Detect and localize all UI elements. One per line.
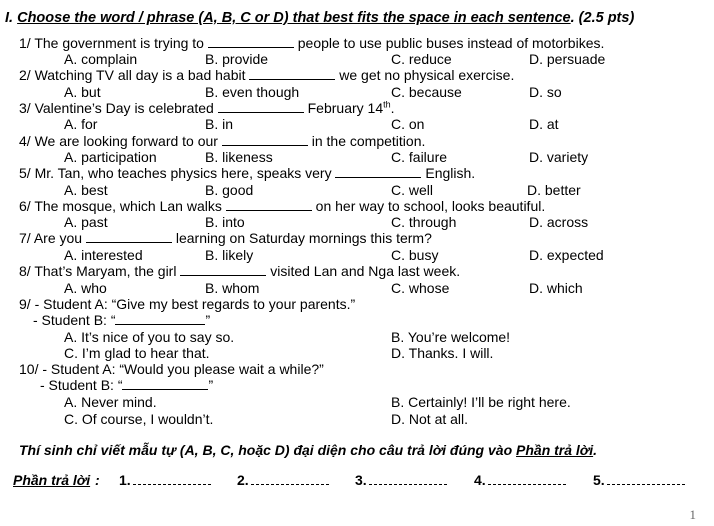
option-b: B. likely <box>205 247 254 263</box>
answer-instruction: Thí sinh chỉ viết mẫu tự (A, B, C, hoặc D) đại diện cho câu trả lời đúng vào Phần trả lời. <box>19 442 597 458</box>
question-2: 2/ Watching TV all day is a bad habit we get no physical exercise. <box>19 67 515 83</box>
question-9: 9/ - Student A: “Give my best regards to your parents.” <box>19 296 356 312</box>
option-c: C. I’m glad to hear that. <box>64 345 210 361</box>
option-c: C. Of course, I wouldn’t. <box>64 411 214 427</box>
heading-prefix: I. <box>5 10 18 26</box>
question-1: 1/ The government is trying to people to use public buses instead of motorbikes. <box>19 35 605 51</box>
option-b: B. into <box>205 214 245 230</box>
option-b: B. good <box>205 182 254 198</box>
option-a: A. participation <box>64 149 157 165</box>
answer-blank <box>226 198 312 211</box>
answer-slot-3[interactable]: 3. <box>355 472 447 488</box>
question-7: 7/ Are you learning on Saturday mornings this term? <box>19 230 432 246</box>
heading-suffix: . (2.5 pts) <box>570 10 635 26</box>
option-b: B. even though <box>205 84 300 100</box>
option-a: A. who <box>64 280 107 296</box>
answer-slot-1[interactable]: 1. <box>119 472 211 488</box>
option-d: D. Not at all. <box>391 411 469 427</box>
answer-label: Phần trả lời <box>13 472 91 488</box>
option-b: B. You’re welcome! <box>391 329 511 345</box>
answer-section-reference: Phần trả lời <box>516 442 594 458</box>
question-5: 5/ Mr. Tan, who teaches physics here, speaks very English. <box>19 165 476 181</box>
answer-slot-2[interactable]: 2. <box>237 472 329 488</box>
option-d: D. Thanks. I will. <box>391 345 494 361</box>
option-b: B. whom <box>205 280 260 296</box>
option-c: C. whose <box>391 280 450 296</box>
question-9-student-b: - Student B: “ ” <box>33 312 211 328</box>
answer-blank <box>218 100 304 113</box>
option-a: A. It’s nice of you to say so. <box>64 329 235 345</box>
question-3: 3/ Valentine’s Day is celebrated February 14th. <box>19 99 395 116</box>
question-4: 4/ We are looking forward to our in the competition. <box>19 133 426 149</box>
option-d: D. at <box>529 116 559 132</box>
answer-blank <box>335 165 421 178</box>
option-d: D. better <box>527 182 581 198</box>
option-c: C. busy <box>391 247 439 263</box>
option-d: D. which <box>529 280 583 296</box>
option-a: A. for <box>64 116 98 132</box>
question-10-student-b: - Student B: “ ” <box>40 377 214 393</box>
option-c: C. reduce <box>391 51 452 67</box>
answer-blank <box>222 133 308 146</box>
option-a: A. past <box>64 214 108 230</box>
option-b: B. in <box>205 116 234 132</box>
option-a: A. best <box>64 182 108 198</box>
answer-blank <box>115 312 205 325</box>
option-c: C. because <box>391 84 462 100</box>
question-6: 6/ The mosque, which Lan walks on her way to school, looks beautiful. <box>19 198 546 214</box>
option-c: C. on <box>391 116 425 132</box>
option-d: D. across <box>529 214 589 230</box>
option-a: A. interested <box>64 247 143 263</box>
page-number: 1 <box>689 507 696 522</box>
option-c: C. through <box>391 214 457 230</box>
question-10: 10/ - Student A: “Would you please wait a while?” <box>19 361 324 377</box>
answer-blank <box>249 67 335 80</box>
option-b: B. provide <box>205 51 269 67</box>
answer-slot-5[interactable]: 5. <box>593 472 685 488</box>
heading-main: Choose the word / phrase (A, B, C or D) that best fits the space in each sentence <box>17 10 571 26</box>
option-c: C. failure <box>391 149 448 165</box>
worksheet-page: I. Choose the word / phrase (A, B, C or D) that best fits the space in each sentence. (2.5 pts) 1/ The government is trying to people to use public buses instead of motorbikes. A. complain B. provide C. reduce D. persuade 2/ Watching TV all day is a bad habit we get no physical exercise. A. but B. even though C. because D. so 3/ Valentine’s Day is celebrated February 14th. A. for B. in C. on D. at 4/ We are looking forward to our in the competition. A. participation B. likeness C. failure D. variety 5/ Mr. Tan, who teaches physics here, speaks very English. A. best B. good C. well D. better 6/ The mosque, which Lan walks on her way to school, looks beautiful. A. past B. into C. through D. across 7/ Are you learning on Saturday mornings this term? A. interested B. likely C. busy D. expected 8/ That’s Maryam, the girl visited Lan and Nga last week. A. who B. whom C. whose D. which 9/ - Student A: “Give my best regards to your parents.” - Student B: “ ” A. It’s nice of you to say so. B. You’re welcome! C. I’m glad to hear that. D. Thanks. I will. 10/ - Student A: “Would you please wait a while?” - Student B: “ ” A. Never mind. B. Certainly! I’ll be right here. C. Of course, I wouldn’t. D. Not at all. Thí sinh chỉ viết mẫu tự (A, B, C, hoặc D) đại diện cho câu trả lời đúng vào Phần trả lời. Phần trả lời : 1. 2. 3. 4. 5. 1 <box>5 10 696 522</box>
section-heading <box>5 10 634 26</box>
answer-blank <box>208 35 294 48</box>
option-b: B. Certainly! I’ll be right here. <box>391 394 571 410</box>
option-a: A. complain <box>64 51 138 67</box>
option-d: D. expected <box>529 247 604 263</box>
answer-blank <box>180 263 266 276</box>
option-b: B. likeness <box>205 149 273 165</box>
option-d: D. so <box>529 84 562 100</box>
option-a: A. Never mind. <box>64 394 157 410</box>
option-c: C. well <box>391 182 434 198</box>
option-a: A. but <box>64 84 101 100</box>
answer-slot-4[interactable]: 4. <box>474 472 566 488</box>
question-8: 8/ That’s Maryam, the girl visited Lan and Nga last week. <box>19 263 461 279</box>
option-d: D. persuade <box>529 51 606 67</box>
option-d: D. variety <box>529 149 589 165</box>
answer-blank <box>86 230 172 243</box>
answer-blank <box>122 377 208 390</box>
